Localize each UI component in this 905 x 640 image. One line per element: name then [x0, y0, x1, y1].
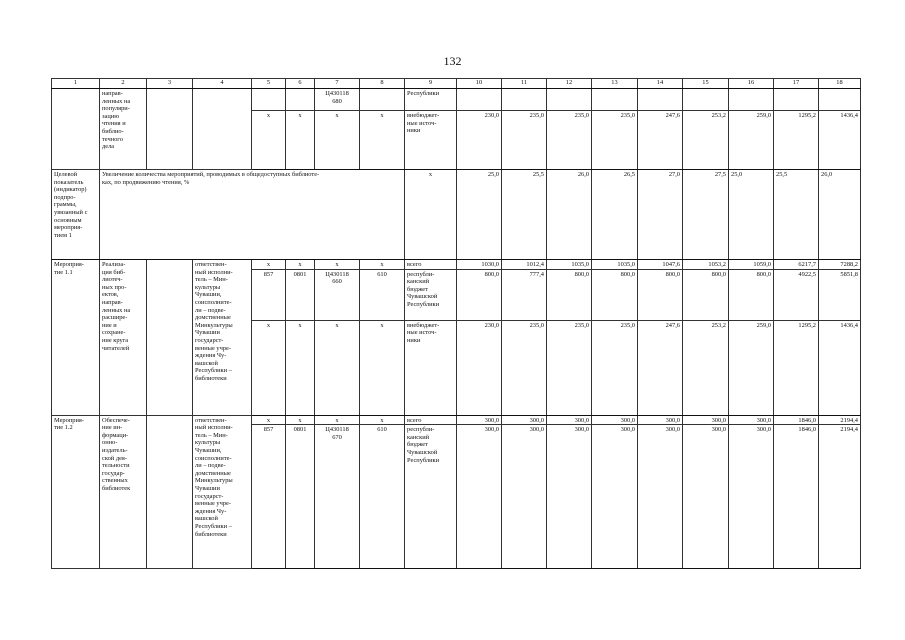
event-name-cell	[100, 89, 147, 170]
value-cell: 235,0	[547, 320, 592, 415]
table-cell: х	[360, 320, 405, 415]
event-label: Мероприя- тие 1.1	[52, 260, 100, 416]
value-cell: 259,0	[729, 111, 774, 170]
value-cell: 300,0	[502, 415, 547, 425]
column-header: 2	[100, 79, 147, 89]
value-cell: 4922,5	[774, 269, 819, 320]
value-cell: 1295,2	[774, 111, 819, 170]
table-cell: 610	[360, 269, 405, 320]
value-cell: 800,0	[683, 269, 729, 320]
value-cell: 300,0	[457, 415, 502, 425]
table-cell: республи- канский бюджет Чувашской Республики	[405, 425, 457, 569]
value-cell: 1012,4	[502, 260, 547, 270]
column-header: 10	[457, 79, 502, 89]
table-cell	[193, 89, 252, 170]
value-cell: 27,0	[638, 170, 683, 260]
table-cell: всего	[405, 260, 457, 270]
table-cell: х	[315, 260, 360, 270]
value-cell: 247,6	[638, 320, 683, 415]
table-cell	[360, 89, 405, 111]
table-cell: 857	[252, 425, 286, 569]
column-header: 5	[252, 79, 286, 89]
value-cell: 300,0	[729, 415, 774, 425]
value-cell: 800,0	[457, 269, 502, 320]
table-cell: х	[360, 415, 405, 425]
table-cell	[147, 260, 193, 416]
table-cell: х	[286, 320, 315, 415]
page-number: 132	[443, 54, 462, 68]
event-name: Реализа- ция биб- лиотеч- ных про- ектов, направ- ленных на расшире- ние и сохране- ние круга читателей	[100, 260, 147, 416]
value-cell: 1846,0	[774, 425, 819, 569]
value-cell: 1030,0	[457, 260, 502, 270]
value-cell: 300,0	[502, 425, 547, 569]
value-cell: 26,0	[547, 170, 592, 260]
table-cell: всего	[405, 415, 457, 425]
value-cell: 1059,0	[729, 260, 774, 270]
table-cell: х	[286, 415, 315, 425]
table-cell: х	[315, 415, 360, 425]
value-cell: 27,5	[683, 170, 729, 260]
value-cell: 235,0	[502, 111, 547, 170]
column-header: 9	[405, 79, 457, 89]
value-cell: 247,6	[638, 111, 683, 170]
value-cell: 25,5	[774, 170, 819, 260]
value-cell	[502, 89, 547, 111]
value-cell: 6217,7	[774, 260, 819, 270]
value-cell: 300,0	[683, 415, 729, 425]
column-header: 12	[547, 79, 592, 89]
table-cell: х	[315, 111, 360, 170]
value-cell: 25,0	[729, 170, 774, 260]
table-cell: Ц430118 670	[315, 425, 360, 569]
table-cell	[52, 89, 100, 170]
table-row	[52, 415, 861, 425]
value-cell: 1436,4	[819, 320, 861, 415]
table-cell: х	[252, 320, 286, 415]
value-cell: 300,0	[683, 425, 729, 569]
column-header: 16	[729, 79, 774, 89]
column-header: 6	[286, 79, 315, 89]
column-header: 3	[147, 79, 193, 89]
responsible-cell: ответствен- ный исполни- тель – Мин- культуры Чувашии, соисполните- ли – подве- домственные Минкультуры Чувашии государст- венные учре- ждения Чу- вашской Республики – библиотеки	[193, 260, 252, 416]
value-cell: 300,0	[729, 425, 774, 569]
event-label: Мероприя- тие 1.2	[52, 415, 100, 569]
value-cell: 300,0	[592, 425, 638, 569]
value-cell: 7288,2	[819, 260, 861, 270]
value-cell: 26,5	[592, 170, 638, 260]
value-cell: 1053,2	[683, 260, 729, 270]
column-header: 1	[52, 79, 100, 89]
table-cell: х	[252, 260, 286, 270]
value-cell: 300,0	[547, 415, 592, 425]
column-header: 17	[774, 79, 819, 89]
column-numbers-row	[52, 79, 861, 89]
indicator-label: Целевой показатель (индикатор) подпро- граммы, увязанный с основным мероприя- тием 1	[52, 170, 100, 260]
value-cell: 1846,0	[774, 415, 819, 425]
value-cell: 777,4	[502, 269, 547, 320]
value-cell: 300,0	[457, 425, 502, 569]
value-cell: 25,5	[502, 170, 547, 260]
table-cell	[147, 89, 193, 170]
value-cell: 2194,4	[819, 425, 861, 569]
value-cell: 1047,6	[638, 260, 683, 270]
table-cell: х	[252, 415, 286, 425]
value-cell: 800,0	[729, 269, 774, 320]
table-row	[52, 260, 861, 270]
responsible-cell: ответствен- ный исполни- тель – Мин- культуры Чувашии, соисполните- ли – подве- домственные Минкультуры Чувашии государст- венные учре- ждения Чу- вашской Республики – библиотеки	[193, 415, 252, 569]
value-cell: 300,0	[547, 425, 592, 569]
table-cell: Республики	[405, 89, 457, 111]
value-cell: 253,2	[683, 111, 729, 170]
table-cell: х	[315, 320, 360, 415]
table-cell: 0801	[286, 269, 315, 320]
value-cell	[819, 89, 861, 111]
table-cell: х	[252, 111, 286, 170]
column-header: 8	[360, 79, 405, 89]
table-cell	[286, 89, 315, 111]
value-cell: 1035,0	[547, 260, 592, 270]
table-cell: 857	[252, 269, 286, 320]
value-cell	[729, 89, 774, 111]
value-cell: 300,0	[638, 425, 683, 569]
table-cell: х	[286, 111, 315, 170]
table-cell	[252, 89, 286, 111]
event-name: направ- ленных на популяри- зацию чтения и библио- течного дела	[102, 90, 131, 151]
table-cell: внебюджет- ные источ- ники	[405, 111, 457, 170]
column-header: 14	[638, 79, 683, 89]
value-cell: 25,0	[457, 170, 502, 260]
value-cell: 5851,8	[819, 269, 861, 320]
indicator-row	[52, 170, 861, 260]
budget-table	[51, 78, 861, 569]
table-cell: х	[286, 260, 315, 270]
value-cell	[638, 89, 683, 111]
table-cell	[147, 415, 193, 569]
value-cell: 1035,0	[592, 260, 638, 270]
table-cell: республи- канский бюджет Чувашской Республики	[405, 269, 457, 320]
value-cell	[592, 89, 638, 111]
value-cell: 230,0	[457, 111, 502, 170]
event-name: Обеспече- ние ин- формаци- онно- издатель- ской дея- тельности государ- ственных библиотек	[100, 415, 147, 569]
table-cell: 0801	[286, 425, 315, 569]
table-cell: х	[360, 260, 405, 270]
column-header: 13	[592, 79, 638, 89]
table-row	[52, 89, 861, 111]
indicator-text: Увеличение количества мероприятий, проводимых в общедоступных библиоте- ках, по продвижению чтения, %	[100, 170, 405, 260]
column-header: 11	[502, 79, 547, 89]
value-cell	[683, 89, 729, 111]
value-cell: 235,0	[502, 320, 547, 415]
value-cell: 300,0	[638, 415, 683, 425]
value-cell: 253,2	[683, 320, 729, 415]
column-header: 18	[819, 79, 861, 89]
value-cell: 800,0	[592, 269, 638, 320]
column-header: 15	[683, 79, 729, 89]
value-cell	[457, 89, 502, 111]
value-cell: 235,0	[592, 111, 638, 170]
table-cell: 610	[360, 425, 405, 569]
value-cell: 235,0	[547, 111, 592, 170]
value-cell: 230,0	[457, 320, 502, 415]
value-cell	[774, 89, 819, 111]
value-cell: 300,0	[592, 415, 638, 425]
value-cell: 2194,4	[819, 415, 861, 425]
value-cell: 1436,4	[819, 111, 861, 170]
value-cell: 800,0	[547, 269, 592, 320]
value-cell: 1295,2	[774, 320, 819, 415]
table-cell: х	[360, 111, 405, 170]
value-cell	[547, 89, 592, 111]
table-cell: внебюджет- ные источ- ники	[405, 320, 457, 415]
table-cell: Ц430118 660	[315, 269, 360, 320]
column-header: 7	[315, 79, 360, 89]
table-cell: Ц430118 680	[315, 89, 360, 111]
value-cell: 800,0	[638, 269, 683, 320]
table-cell: х	[405, 170, 457, 260]
value-cell: 235,0	[592, 320, 638, 415]
value-cell: 259,0	[729, 320, 774, 415]
value-cell: 26,0	[819, 170, 861, 260]
column-header: 4	[193, 79, 252, 89]
